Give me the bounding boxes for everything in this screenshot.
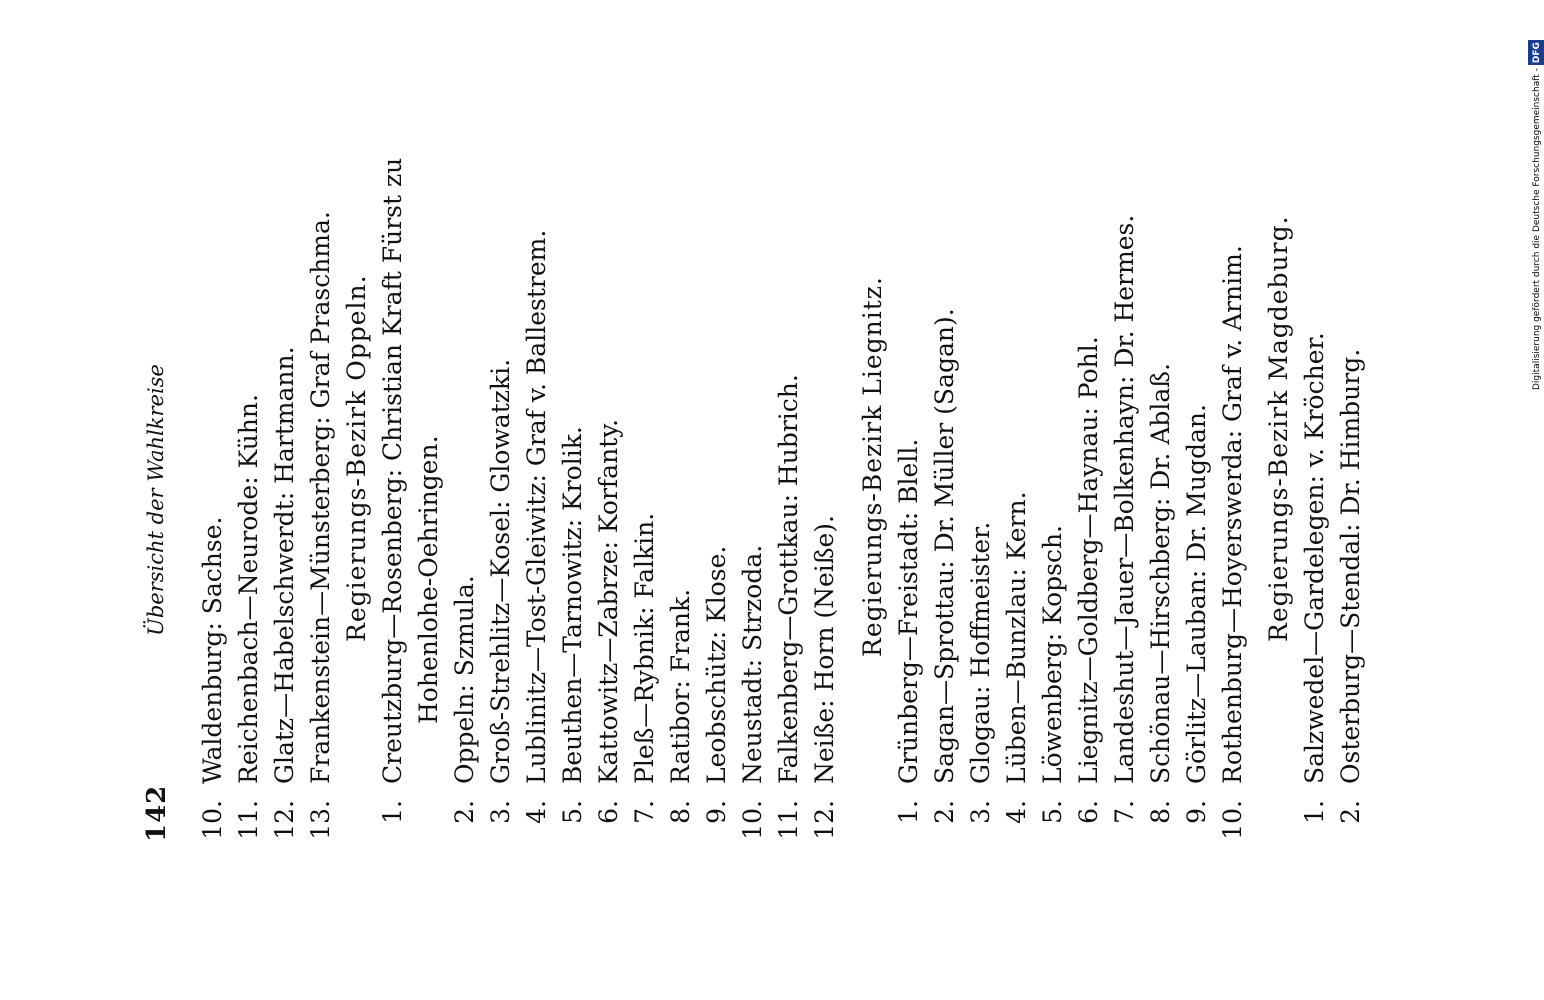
entry-text: Rothenburg—Hoyerswerda: Graf v. Arnim. (1218, 245, 1247, 784)
list-item (963, 142, 999, 842)
entry-text: Glogau: Hoffmeister. (966, 521, 995, 784)
list-item (735, 142, 771, 842)
list-item (771, 142, 807, 842)
list-item (375, 142, 411, 842)
running-head: Übersicht der Wahlkreise (144, 364, 168, 636)
entry-text: Liegnitz—Goldberg—Haynau: Pohl. (1074, 336, 1103, 784)
entry-number: 4. (522, 800, 551, 824)
credit-text: Digitalisierung gefördert durch die Deutsche Forschungsgemeinschaft - (1532, 68, 1542, 390)
list-item (927, 142, 963, 842)
section-heading-magdeburg: Regierungs-Bezirk Magdeburg. (1264, 215, 1293, 642)
entry-text: Beuthen—Tarnowitz: Krolik. (558, 426, 587, 784)
entry-text: Creutzburg—Rosenberg: Christian Kraft Fürst zu (378, 157, 407, 784)
entry-text: Neiße: Horn (Neiße). (810, 515, 839, 784)
entry-text: Falkenberg—Grottkau: Hubrich. (774, 374, 803, 784)
list-item (891, 142, 927, 842)
list-item (1179, 142, 1215, 842)
entry-number: 7. (1110, 800, 1139, 824)
page-number: 142 (142, 784, 172, 842)
list-item (483, 142, 519, 842)
entry-number: 5. (558, 800, 587, 824)
entry-number: 10. (198, 800, 227, 840)
entry-number: 8. (666, 800, 695, 824)
entry-number: 13. (306, 800, 335, 840)
list-item (627, 142, 663, 842)
entry-text: Frankenstein—Münsterberg: Graf Praschma. (306, 211, 335, 784)
entry-number: 6. (594, 800, 623, 824)
list-item (303, 142, 339, 842)
list-item (195, 142, 231, 842)
list-item (1143, 142, 1179, 842)
entry-number: 12. (270, 800, 299, 840)
entry-text: Glatz—Habelschwerdt: Hartmann. (270, 346, 299, 784)
entry-text: Lublinitz—Tost-Gleiwitz: Graf v. Ballestrem. (522, 229, 551, 784)
entry-number: 8. (1146, 800, 1175, 824)
list-item (267, 142, 303, 842)
entry-number: 1. (378, 800, 407, 824)
entry-text: Landeshut—Jauer—Bolkenhayn: Dr. Hermes. (1110, 214, 1139, 784)
entry-number: 5. (1038, 800, 1067, 824)
section-heading-liegnitz: Regierungs-Bezirk Liegnitz. (858, 276, 887, 657)
entry-text: Salzwedel—Gardelegen: v. Kröcher. (1300, 332, 1329, 784)
entry-text: Reichenbach—Neurode: Kühn. (234, 394, 263, 784)
entry-number: 9. (1182, 800, 1211, 824)
list-item (591, 142, 627, 842)
entry-text-continuation: Hohenlohe-Oehringen. (414, 435, 443, 724)
list-item (1071, 142, 1107, 842)
entry-text: Oppeln: Szmula. (450, 575, 479, 784)
entry-text: Osterburg—Stendal: Dr. Himburg. (1336, 348, 1365, 784)
entry-number: 4. (1002, 800, 1031, 824)
electoral-list (195, 142, 1369, 842)
list-item-continuation (411, 142, 447, 842)
entry-text: Neustadt: Strzoda. (738, 544, 767, 784)
list-item (447, 142, 483, 842)
list-item (1297, 142, 1333, 842)
entry-number: 2. (1336, 800, 1365, 824)
entry-number: 10. (1218, 800, 1247, 840)
entry-number: 1. (894, 800, 923, 824)
list-item (555, 142, 591, 842)
entry-text: Ratibor: Frank. (666, 588, 695, 784)
entry-text: Waldenburg: Sachse. (198, 516, 227, 784)
dfg-logo: DFG (1528, 40, 1544, 65)
list-item (699, 142, 735, 842)
list-item (1035, 142, 1071, 842)
entry-text: Sagan—Sprottau: Dr. Müller (Sagan). (930, 308, 959, 784)
list-item (1215, 142, 1251, 842)
entry-text: Pleß—Rybnik: Falkin. (630, 512, 659, 784)
entry-number: 9. (702, 800, 731, 824)
entry-number: 11. (774, 800, 803, 840)
digitization-credit (1528, 10, 1544, 390)
list-item (231, 142, 267, 842)
page-header (142, 0, 172, 1000)
list-item (1107, 142, 1143, 842)
list-item (663, 142, 699, 842)
entry-number: 6. (1074, 800, 1103, 824)
entry-number: 7. (630, 800, 659, 824)
entry-number: 11. (234, 800, 263, 840)
entry-text: Groß-Strehlitz—Kosel: Glowatzki. (486, 358, 515, 784)
list-item (999, 142, 1035, 842)
entry-number: 1. (1300, 800, 1329, 824)
entry-text: Leobschütz: Klose. (702, 545, 731, 784)
entry-text: Löwenberg: Kopsch. (1038, 524, 1067, 784)
entry-text: Lüben—Bunzlau: Kern. (1002, 491, 1031, 784)
list-item (1333, 142, 1369, 842)
entry-number: 3. (486, 800, 515, 824)
section-heading-oppeln: Regierungs-Bezirk Oppeln. (342, 274, 371, 642)
entry-text: Kattowitz—Zabrze: Korfanty. (594, 419, 623, 784)
list-item (519, 142, 555, 842)
entry-number: 3. (966, 800, 995, 824)
entry-number: 2. (450, 800, 479, 824)
entry-text: Grünberg—Freistadt: Blell. (894, 438, 923, 784)
entry-number: 10. (738, 800, 767, 840)
list-item (807, 142, 843, 842)
entry-text: Görlitz—Lauban: Dr. Mugdan. (1182, 404, 1211, 784)
entry-number: 12. (810, 800, 839, 840)
entry-number: 2. (930, 800, 959, 824)
entry-text: Schönau—Hirschberg: Dr. Ablaß. (1146, 363, 1175, 784)
